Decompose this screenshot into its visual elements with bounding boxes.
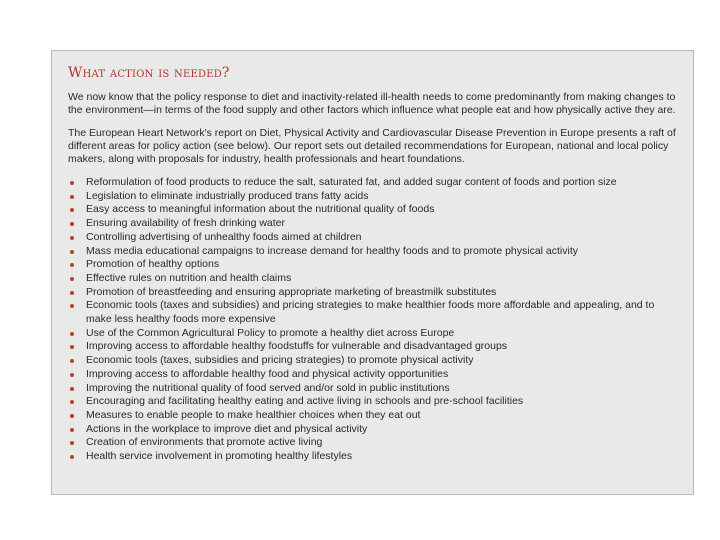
list-item: Use of the Common Agricultural Policy to promote a healthy diet across Europe [68,327,677,341]
list-item: Improving access to affordable healthy food and physical activity opportunities [68,368,677,382]
list-item: Improving access to affordable healthy foodstuffs for vulnerable and disadvantaged groups [68,340,677,354]
report-paragraph: The European Heart Network's report on Diet, Physical Activity and Cardiovascular Disease Prevention in Europe presents a raft of different areas for policy action (see below). Our report sets out detailed recommendations for European, national and local policy makers, along with proposals for industry, health professionals and heart foundations. [68,127,676,165]
list-item: Creation of environments that promote active living [68,436,677,450]
action-list [68,176,677,464]
list-item: Economic tools (taxes and subsidies) and pricing strategies to make healthier foods more affordable and appealing, and to make less healthy foods more expensive [68,299,677,326]
box-title: What action is needed? [68,65,230,81]
list-item: Promotion of healthy options [68,258,677,272]
list-item: Reformulation of food products to reduce the salt, saturated fat, and added sugar content of foods and portion size [68,176,677,190]
action-box [51,50,694,495]
intro-paragraph: We now know that the policy response to diet and inactivity-related ill-health needs to come predominantly from making changes to the environment—in terms of the food supply and other factors which influence what people eat and how physically active they are. [68,91,676,116]
list-item: Mass media educational campaigns to increase demand for healthy foods and to promote physical activity [68,245,677,259]
list-item: Controlling advertising of unhealthy foods aimed at children [68,231,677,245]
list-item: Easy access to meaningful information about the nutritional quality of foods [68,203,677,217]
list-item: Health service involvement in promoting healthy lifestyles [68,450,677,464]
list-item: Ensuring availability of fresh drinking water [68,217,677,231]
list-item: Promotion of breastfeeding and ensuring appropriate marketing of breastmilk substitutes [68,286,677,300]
list-item: Improving the nutritional quality of food served and/or sold in public institutions [68,382,677,396]
list-item: Economic tools (taxes, subsidies and pricing strategies) to promote physical activity [68,354,677,368]
list-item: Actions in the workplace to improve diet and physical activity [68,423,677,437]
list-item: Effective rules on nutrition and health claims [68,272,677,286]
list-item: Encouraging and facilitating healthy eating and active living in schools and pre-school facilities [68,395,677,409]
list-item: Measures to enable people to make healthier choices when they eat out [68,409,677,423]
list-item: Legislation to eliminate industrially produced trans fatty acids [68,190,677,204]
